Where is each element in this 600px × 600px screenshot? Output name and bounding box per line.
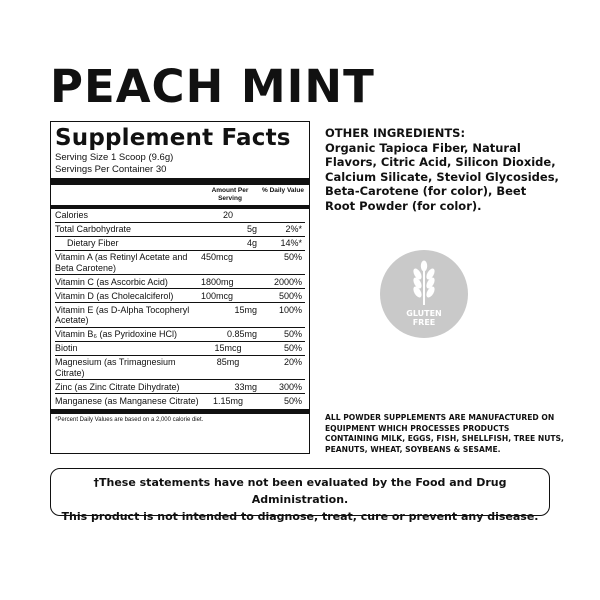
nutrient-dv: 2000% bbox=[273, 276, 302, 287]
nutrient-name: Vitamin C (as Ascorbic Acid) bbox=[55, 276, 168, 287]
nutrient-dv: 50% bbox=[283, 343, 302, 354]
gluten-free-label: GLUTEN FREE bbox=[406, 309, 442, 327]
nutrient-name: Vitamin B₆ (as Pyridoxine HCl) bbox=[55, 329, 178, 340]
nutrient-amount: 5g bbox=[246, 224, 257, 235]
nutrient-name: Vitamin D (as Cholecalciferol) bbox=[55, 290, 174, 301]
nutrient-amount: 0.85mg bbox=[226, 329, 257, 340]
product-title: PEACH MINT bbox=[50, 60, 375, 113]
gluten-free-badge bbox=[380, 250, 468, 338]
nutrient-name: Total Carbohydrate bbox=[55, 224, 132, 235]
table-row bbox=[55, 380, 305, 394]
nutrient-name: Calories bbox=[55, 210, 89, 221]
disclaimer-line-1: †These statements have not been evaluated by the Food and Drug Administration. bbox=[93, 476, 507, 506]
nutrient-dv: 300% bbox=[278, 381, 302, 392]
serving-size: Serving Size 1 Scoop (9.6g) bbox=[55, 152, 174, 163]
nutrient-dv: 500% bbox=[278, 290, 302, 301]
table-row bbox=[55, 289, 305, 303]
nutrient-dv: 50% bbox=[283, 395, 302, 406]
bottom-divider bbox=[51, 409, 309, 414]
nutrient-name: Magnesium (as Trimagnesium Citrate) bbox=[55, 357, 176, 378]
table-row bbox=[55, 209, 305, 223]
nutrient-amount: 85mg bbox=[216, 357, 240, 368]
nutrient-amount: 20 bbox=[222, 210, 233, 221]
daily-value-header: % Daily Value bbox=[262, 187, 304, 194]
facts-heading: Supplement Facts bbox=[55, 125, 291, 151]
nutrient-name: Vitamin A (as Retinyl Acetate and Beta Carotene) bbox=[55, 252, 188, 273]
nutrient-dv: 100% bbox=[278, 304, 302, 315]
nutrient-amount: 450mcg bbox=[201, 252, 234, 263]
footnote: *Percent Daily Values are based on a 2,000 calorie diet. bbox=[55, 417, 204, 424]
table-row bbox=[55, 237, 305, 251]
allergen-statement: ALL POWDER SUPPLEMENTS ARE MANUFACTURED ON EQUIPMENT WHICH PROCESSES PRODUCTS CONTAINING MILK, EGGS, FISH, SHELLFISH, TREE NUTS, PEANUTS, WHEAT, SOYBEANS & SESAME. bbox=[325, 413, 564, 454]
nutrient-dv: 20% bbox=[283, 357, 302, 368]
nutrient-dv: 14%* bbox=[280, 238, 302, 249]
supplement-facts-panel bbox=[50, 121, 310, 454]
nutrient-amount: 100mcg bbox=[201, 290, 234, 301]
nutrient-amount: 15mg bbox=[234, 304, 257, 315]
nutrient-amount: 15mcg bbox=[214, 343, 242, 354]
table-row bbox=[55, 303, 305, 327]
table-row bbox=[55, 328, 305, 342]
fda-disclaimer bbox=[50, 468, 550, 523]
nutrient-name: Biotin bbox=[55, 343, 78, 354]
nutrient-amount: 33mg bbox=[234, 381, 257, 392]
table-row bbox=[55, 394, 305, 407]
other-ingredients-label: OTHER INGREDIENTS: bbox=[325, 126, 466, 140]
nutrient-amount: 1.15mg bbox=[212, 395, 244, 406]
nutrient-amount: 1800mg bbox=[201, 276, 234, 287]
table-row bbox=[55, 356, 305, 380]
other-ingredients bbox=[325, 126, 560, 213]
other-ingredients-text: Organic Tapioca Fiber, Natural Flavors, Citric Acid, Silicon Dioxide, Calcium Silicate, Steviol Glycosides, Beta-Carotene (for color), Beet Root Powder (for color). bbox=[325, 140, 559, 213]
nutrient-dv: 50% bbox=[283, 329, 302, 340]
servings-per-container: Servings Per Container 30 bbox=[55, 164, 167, 175]
table-row bbox=[55, 251, 305, 275]
amount-per-serving-header: Amount Per Serving bbox=[211, 187, 249, 202]
thick-divider bbox=[51, 178, 309, 185]
nutrient-name: Vitamin E (as D-Alpha Tocopheryl Acetate) bbox=[55, 304, 190, 326]
disclaimer-line-2: This product is not intended to diagnose, treat, cure or prevent any disease. bbox=[61, 510, 539, 523]
nutrient-name: Manganese (as Manganese Citrate) bbox=[55, 395, 199, 406]
nutrient-name: Dietary Fiber bbox=[67, 238, 119, 249]
nutrient-dv: 50% bbox=[283, 252, 302, 263]
nutrient-dv: 2%* bbox=[285, 224, 302, 235]
table-row bbox=[55, 275, 305, 289]
nutrient-amount: 4g bbox=[246, 238, 257, 249]
table-row bbox=[55, 342, 305, 356]
column-header bbox=[55, 185, 305, 205]
table-row bbox=[55, 223, 305, 237]
nutrient-name: Zinc (as Zinc Citrate Dihydrate) bbox=[55, 381, 180, 392]
